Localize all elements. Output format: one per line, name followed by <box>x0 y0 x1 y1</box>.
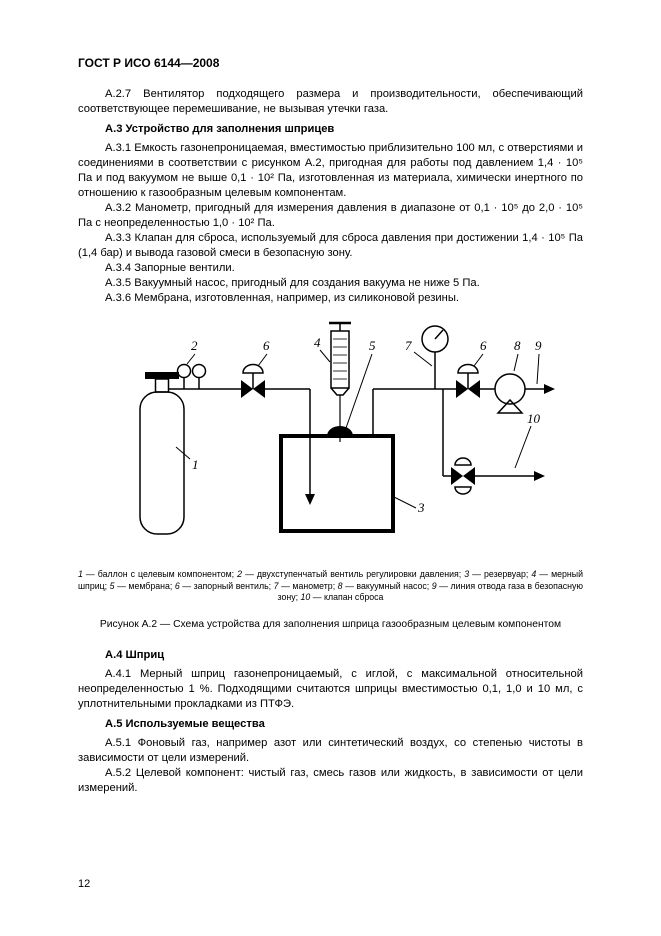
paragraph-a3-6: А.3.6 Мембрана, изготовленная, например, из силиконовой резины. <box>105 292 459 304</box>
reservoir <box>281 436 416 531</box>
figure-label-7: 7 <box>405 338 412 353</box>
figure-label-8: 8 <box>514 338 521 353</box>
paragraph-a4-1: А.4.1 Мерный шприц газонепроницаемый, с иглой, с максимальной относительной неопределенностью 1 %. Подходящими считаются шприцы вместимостью 0,1, 1,0 и 10 мл, с уплотнительными прокладками из ПТФЭ. <box>78 667 583 710</box>
figure-label-6a: 6 <box>263 338 270 353</box>
figure-label-1: 1 <box>192 457 199 472</box>
pressure-regulator <box>168 354 241 389</box>
section-heading-a4: А.4 Шприц <box>105 648 165 661</box>
figure-a2 <box>78 316 583 632</box>
document-title: ГОСТ Р ИСО 6144—2008 <box>78 56 220 70</box>
shutoff-valve-right <box>456 354 483 398</box>
paragraph-a3-3: А.3.3 Клапан для сброса, используемый для сброса давления при достижении 1,4 · 10⁵ Па (1,4 бар) и вывода газовой смеси в безопасную зону. <box>78 232 583 259</box>
relief-valve <box>443 389 545 494</box>
shutoff-valve-left <box>241 354 267 398</box>
paragraph-a3-2: А.3.2 Манометр, пригодный для измерения давления в диапазоне от 0,1 · 10⁵ до 2,0 · 10⁵ Па с неопределенностью 1,0 · 10² Па. <box>78 202 583 229</box>
page-number: 12 <box>78 878 91 890</box>
figure-labels <box>191 335 542 515</box>
figure-label-9: 9 <box>535 338 542 353</box>
figure-label-6b: 6 <box>480 338 487 353</box>
figure-label-5: 5 <box>369 338 376 353</box>
schematic-diagram <box>78 316 583 561</box>
figure-label-2: 2 <box>191 338 198 353</box>
paragraph-a3-4: А.3.4 Запорные вентили. <box>105 262 235 274</box>
gas-cylinder <box>140 372 190 534</box>
paragraph-a3-1: А.3.1 Емкость газонепроницаемая, вместимостью приблизительно 100 мл, с отверстиями и соединениями в соответствии с рисунком А.2, пригодная для работы под давлением 1,4 · 10⁵ Па и под вакуумом не выше 0,1 · 10² Па, изготовленная из материала, химически инертного по отношению к газообразным целевым компонентам. <box>78 142 583 199</box>
paragraph-a2-7: А.2.7 Вентилятор подходящего размера и производительности, обеспечивающий соответствующее перемешивание, не вызывая утечки газа. <box>78 88 583 115</box>
measuring-syringe <box>320 323 351 442</box>
paragraph-a3-5: А.3.5 Вакуумный насос, пригодный для создания вакуума не ниже 5 Па. <box>105 277 480 289</box>
inlet-pipe <box>265 389 315 505</box>
figure-legend: 1 — баллон с целевым компонентом; 2 — двухступенчатый вентиль регулировки давления; 3 — резервуар; 4 — мерный шприц; 5 — мембрана; 6 — запорный вентиль; 7 — манометр; 8 — вакуумный насос; 9 — линия отвода газа в безопасную зону; 10 — клапан сброса <box>78 569 583 602</box>
figure-label-4: 4 <box>314 335 321 350</box>
paragraph-a5-1: А.5.1 Фоновый газ, например азот или синтетический воздух, со степенью чистоты в зависимости от цели измерений. <box>78 736 583 764</box>
vacuum-pump <box>480 354 555 413</box>
section-heading-a3: А.3 Устройство для заполнения шприцев <box>105 123 335 135</box>
section-heading-a5: А.5 Используемые вещества <box>105 717 265 730</box>
figure-label-3: 3 <box>418 500 425 515</box>
figure-label-10: 10 <box>527 411 540 426</box>
figure-caption: Рисунок А.2 — Схема устройства для заполнения шприца газообразным целевым компонентом <box>99 618 562 630</box>
paragraph-a5-2: А.5.2 Целевой компонент: чистый газ, смесь газов или жидкость, в зависимости от цели измерений. <box>78 766 583 794</box>
